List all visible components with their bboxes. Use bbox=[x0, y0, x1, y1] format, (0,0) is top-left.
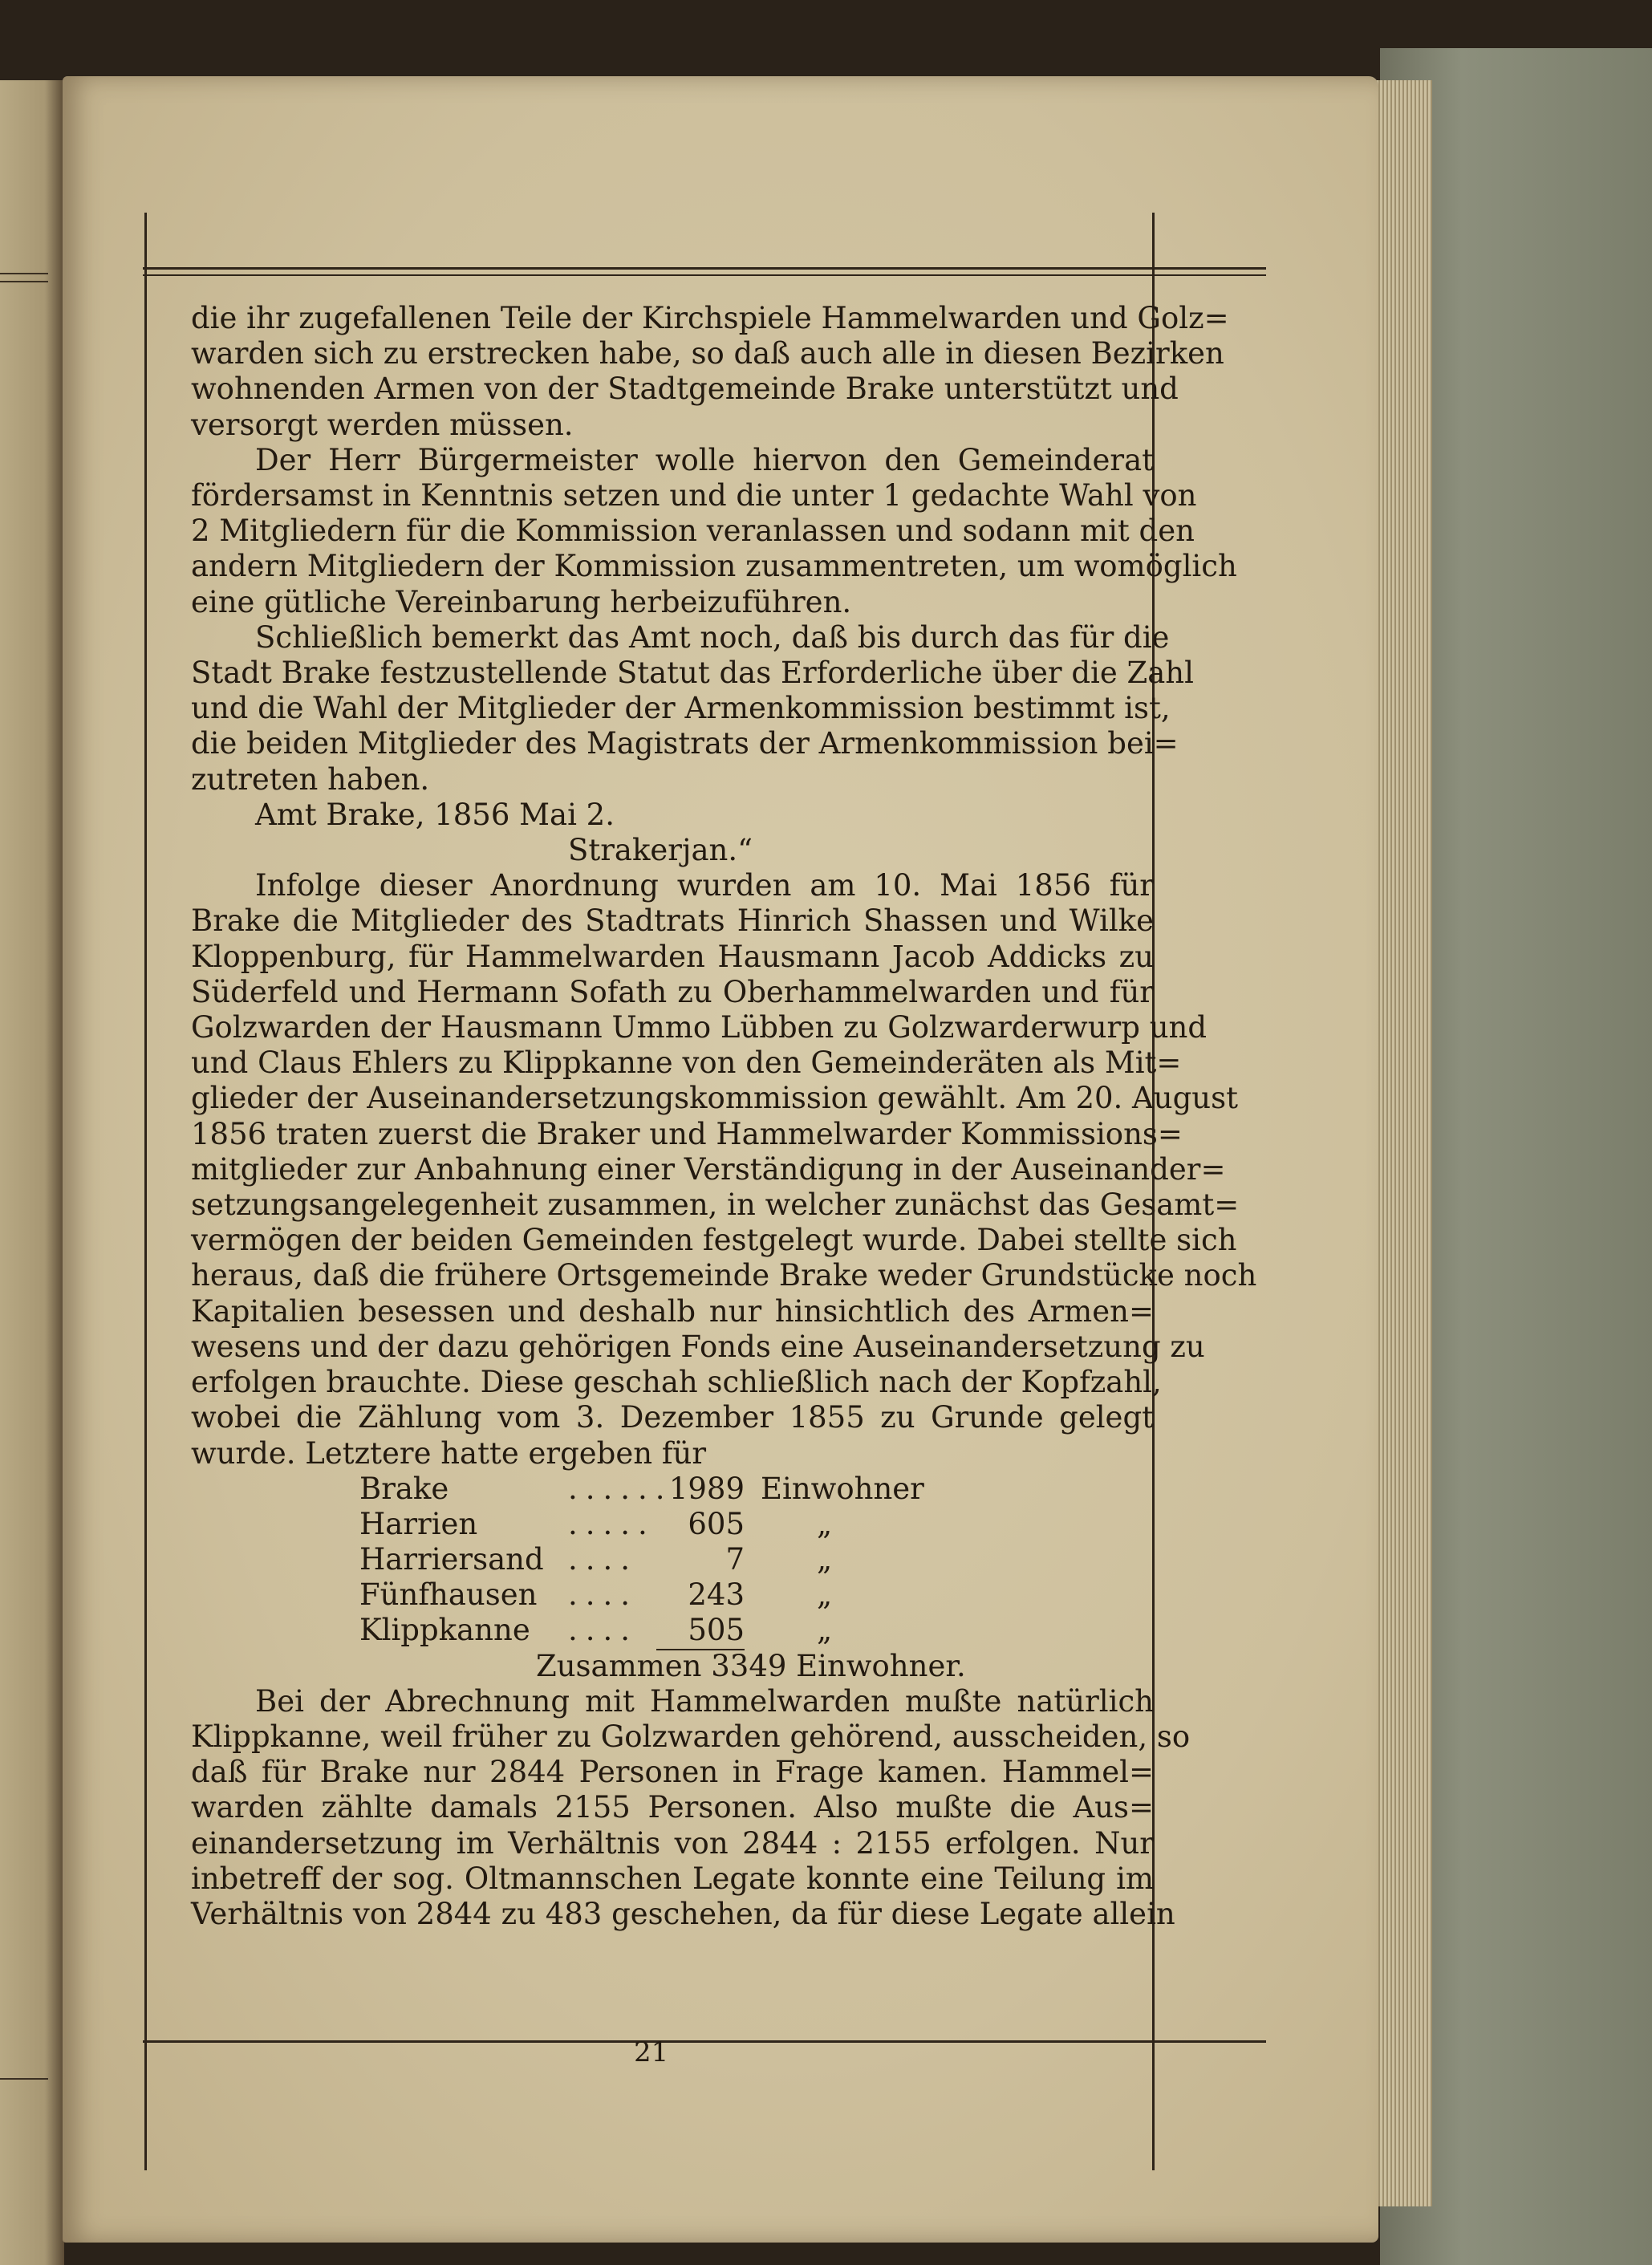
text-line: setzungsangelegenheit zusammen, in welcher zunächst das Gesamt= bbox=[191, 1187, 1240, 1223]
text-line: erfolgen brauchte. Diese geschah schließlich nach der Kopfzahl, bbox=[191, 1365, 1162, 1400]
leader-dots: .... bbox=[568, 1577, 639, 1613]
leader-dots: .... bbox=[568, 1542, 639, 1577]
population-row bbox=[359, 1542, 953, 1577]
leader-dots: .... bbox=[568, 1613, 639, 1648]
population-total: Zusammen 3349 Einwohner. bbox=[536, 1648, 966, 1683]
top-rule-thin bbox=[143, 274, 1266, 276]
population-place: Fünfhausen bbox=[359, 1577, 538, 1613]
text-line: Verhältnis von 2844 zu 483 geschehen, da für diese Legate allein bbox=[191, 1897, 1175, 1932]
top-rule bbox=[143, 267, 1266, 270]
text-line: Der Herr Bürgermeister wolle hiervon den Gemeinderat bbox=[255, 442, 1154, 477]
text-line: Kapitalien besessen und deshalb nur hinsichtlich des Armen= bbox=[191, 1293, 1154, 1329]
text-line: wobei die Zählung vom 3. Dezember 1855 zu Grunde gelegt bbox=[191, 1400, 1154, 1435]
bottom-rule bbox=[143, 2040, 1266, 2043]
previous-page-rule bbox=[0, 281, 48, 282]
text-line: und Claus Ehlers zu Klippkanne von den Gemeinderäten als Mit= bbox=[191, 1045, 1182, 1081]
population-unit: „ bbox=[817, 1577, 833, 1613]
text-line: mitglieder zur Anbahnung einer Verständigung in der Auseinander= bbox=[191, 1151, 1226, 1187]
paragraph-3 bbox=[191, 619, 1194, 798]
population-count: 7 bbox=[725, 1542, 745, 1577]
population-row bbox=[359, 1471, 953, 1507]
text-line: zutreten haben. bbox=[191, 761, 430, 797]
text-line: Klippkanne, weil früher zu Golzwarden gehörend, ausscheiden, so bbox=[191, 1719, 1191, 1755]
paragraph-2 bbox=[191, 442, 1237, 620]
page-number: 21 bbox=[634, 2036, 669, 2068]
population-unit: „ bbox=[817, 1506, 833, 1541]
text-line: Kloppenburg, für Hammelwarden Hausmann Jacob Addicks zu bbox=[191, 939, 1154, 974]
previous-page-edge bbox=[0, 80, 64, 2265]
paragraph-1 bbox=[191, 301, 1229, 443]
text-line: inbetreff der sog. Oltmannschen Legate konnte eine Teilung im bbox=[191, 1861, 1154, 1896]
text-line: wesens und der dazu gehörigen Fonds eine Auseinandersetzung zu bbox=[191, 1329, 1205, 1364]
left-rule bbox=[144, 213, 147, 2170]
text-line: daß für Brake nur 2844 Personen in Frage kamen. Hammel= bbox=[191, 1755, 1154, 1790]
population-place: Brake bbox=[359, 1471, 449, 1506]
text-line: Golzwarden der Hausmann Ummo Lübben zu Golzwarderwurp und bbox=[191, 1010, 1208, 1045]
text-line: Bei der Abrechnung mit Hammelwarden mußte natürlich bbox=[255, 1683, 1154, 1719]
text-line: warden sich zu erstrecken habe, so daß auch alle in diesen Bezirken bbox=[191, 336, 1224, 371]
population-row bbox=[359, 1507, 953, 1542]
text-line: wurde. Letztere hatte ergeben für bbox=[191, 1435, 707, 1471]
population-unit: „ bbox=[817, 1542, 833, 1577]
signature-name: Strakerjan.“ bbox=[568, 833, 753, 868]
text-line: wohnenden Armen von der Stadtgemeinde Brake unterstützt und bbox=[191, 371, 1179, 407]
signature-place-date: Amt Brake, 1856 Mai 2. bbox=[255, 797, 615, 832]
population-count: 605 bbox=[688, 1506, 745, 1541]
population-row bbox=[359, 1613, 953, 1648]
text-line: heraus, daß die frühere Ortsgemeinde Brake weder Grundstücke noch bbox=[191, 1258, 1257, 1293]
text-line: die ihr zugefallenen Teile der Kirchspiele Hammelwarden und Golz= bbox=[191, 301, 1229, 335]
population-unit: „ bbox=[817, 1613, 833, 1648]
population-unit: Einwohner bbox=[761, 1471, 924, 1506]
population-place: Harrien bbox=[359, 1506, 478, 1541]
leader-dots: ...... bbox=[568, 1471, 673, 1506]
text-line: warden zählte damals 2155 Personen. Also mußte die Aus= bbox=[191, 1790, 1154, 1825]
population-place: Harriersand bbox=[359, 1542, 544, 1577]
text-line: andern Mitgliedern der Kommission zusammentreten, um womöglich bbox=[191, 549, 1237, 584]
text-line: und die Wahl der Mitglieder der Armenkommission bestimmt ist, bbox=[191, 691, 1171, 726]
text-line: Schließlich bemerkt das Amt noch, daß bis durch das für die bbox=[255, 619, 1170, 655]
text-line: Infolge dieser Anordnung wurden am 10. Mai 1856 für bbox=[255, 868, 1154, 903]
text-line: einandersetzung im Verhältnis von 2844 : 2155 erfolgen. Nur bbox=[191, 1825, 1154, 1861]
text-line: die beiden Mitglieder des Magistrats der Armenkommission bei= bbox=[191, 726, 1179, 761]
text-line: versorgt werden müssen. bbox=[191, 407, 574, 442]
previous-page-rule bbox=[0, 273, 48, 274]
population-count: 505 bbox=[656, 1613, 745, 1650]
text-line: vermögen der beiden Gemeinden festgelegt wurde. Dabei stellte sich bbox=[191, 1223, 1237, 1258]
population-count: 1989 bbox=[668, 1471, 745, 1506]
page-text bbox=[191, 301, 1257, 1932]
previous-page-rule bbox=[0, 2078, 48, 2080]
paragraph-5 bbox=[191, 1683, 1191, 1932]
paragraph-4 bbox=[191, 868, 1257, 1471]
population-count: 243 bbox=[688, 1577, 745, 1613]
text-line: 1856 traten zuerst die Braker und Hammelwarder Kommissions= bbox=[191, 1116, 1183, 1151]
text-line: 2 Mitgliedern für die Kommission veranlassen und sodann mit den bbox=[191, 513, 1195, 549]
text-line: glieder der Auseinandersetzungskommission gewählt. Am 20. August bbox=[191, 1081, 1238, 1116]
population-row bbox=[359, 1577, 953, 1613]
text-line: fördersamst in Kenntnis setzen und die unter 1 gedachte Wahl von bbox=[191, 478, 1197, 513]
population-table bbox=[359, 1471, 953, 1649]
leader-dots: ..... bbox=[568, 1506, 656, 1541]
text-line: Brake die Mitglieder des Stadtrats Hinrich Shassen und Wilke bbox=[191, 903, 1154, 939]
text-line: Süderfeld und Hermann Sofath zu Oberhammelwarden und für bbox=[191, 974, 1154, 1009]
text-line: Stadt Brake festzustellende Statut das Erforderliche über die Zahl bbox=[191, 656, 1194, 691]
population-place: Klippkanne bbox=[359, 1613, 530, 1648]
text-line: eine gütliche Vereinbarung herbeizuführen. bbox=[191, 584, 852, 619]
